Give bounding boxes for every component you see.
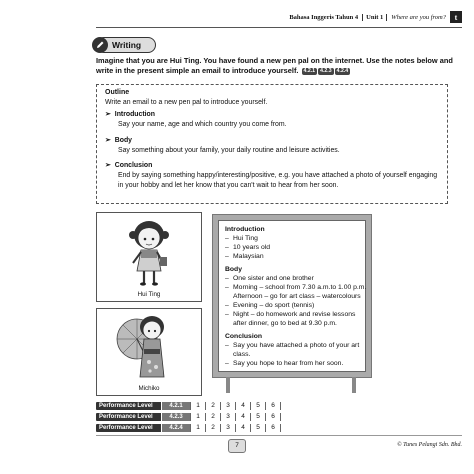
level-cell[interactable]: 1 <box>190 424 205 432</box>
notes-item: – Evening – do sport (tennis) <box>225 302 315 309</box>
notes-panel <box>218 220 366 372</box>
level-cell[interactable]: 4 <box>235 424 250 432</box>
level-cell[interactable]: 5 <box>250 413 265 421</box>
performance-label: Performance Level <box>96 402 161 410</box>
notes-item: – Say you hope to hear from her soon. <box>225 360 344 367</box>
notes-item: – Malaysian <box>225 253 264 260</box>
performance-row <box>96 412 281 421</box>
outline-section-text: Say your name, age and which country you come from. <box>118 121 287 128</box>
outline-heading: Outline <box>105 89 130 96</box>
section-tag <box>96 37 156 53</box>
character-caption: Michiko <box>138 385 160 392</box>
unit-topic: Where are you from? <box>391 13 446 21</box>
level-cell[interactable]: 5 <box>250 402 265 410</box>
footer-divider <box>96 435 462 436</box>
character-frame <box>96 212 202 302</box>
level-cell[interactable]: 2 <box>205 413 220 421</box>
level-cell[interactable]: 1 <box>190 413 205 421</box>
performance-label: Performance Level <box>96 413 161 421</box>
outline-section-title: ➢ Introduction <box>105 110 155 118</box>
arrow-icon: ➢ <box>105 111 111 118</box>
outline-section-title: ➢ Conclusion <box>105 161 153 169</box>
arrow-icon: ➢ <box>105 137 111 144</box>
performance-table <box>96 401 281 434</box>
level-cell[interactable]: 1 <box>190 402 205 410</box>
level-badge: 4.2.4 <box>336 68 349 75</box>
performance-code: 4.2.3 <box>162 413 190 421</box>
level-cell[interactable]: 4 <box>235 413 250 421</box>
notes-board <box>212 214 372 378</box>
notes-heading: Body <box>225 266 242 273</box>
outline-section-title: ➢ Body <box>105 136 133 144</box>
level-cell[interactable]: 2 <box>205 424 220 432</box>
page-number: 7 <box>228 439 246 453</box>
performance-row <box>96 401 281 410</box>
publisher-logo: t <box>450 11 462 23</box>
level-cell[interactable]: 6 <box>265 424 281 432</box>
notes-item: – One sister and one brother <box>225 275 314 282</box>
level-cell[interactable]: 4 <box>235 402 250 410</box>
level-cell[interactable]: 6 <box>265 413 281 421</box>
book-title: Bahasa Inggeris Tahun 4 <box>289 13 359 21</box>
notes-item: – Morning – school from 7.30 a.m.to 1.00 p.m. Afternoon – go for art class – watercolours <box>225 284 367 301</box>
notes-item: – Hui Ting <box>225 235 258 242</box>
header-divider <box>96 27 462 28</box>
level-badge: 4.2.3 <box>320 68 332 75</box>
instruction-text: Imagine that you are Hui Ting. You have found a new pen pal on the internet. Use the notes below and write in the present simple an email to introduce yourself. <box>96 56 453 76</box>
notes-item: – Night – do homework and revise lessons after dinner, go to bed at 9.30 p.m. <box>225 311 356 328</box>
outline-intro: Write an email to a new pen pal to introduce yourself. <box>105 99 268 106</box>
instruction <box>96 56 460 77</box>
performance-code: 4.2.4 <box>162 424 190 432</box>
performance-row <box>96 423 281 432</box>
character-caption: Hui Ting <box>137 291 161 298</box>
level-cell[interactable]: 3 <box>220 402 235 410</box>
notes-item: – 10 years old <box>225 244 271 251</box>
notes-heading: Introduction <box>225 226 265 233</box>
outline-section-text: Say something about your family, your daily routine and leisure activities. <box>118 147 340 154</box>
character-frame <box>96 308 202 396</box>
performance-code: 4.2.1 <box>162 402 190 410</box>
notes-item: – Say you have attached a photo of your art class. <box>225 342 360 359</box>
performance-label: Performance Level <box>96 424 161 432</box>
girl-in-kimono-illustration <box>97 309 201 383</box>
outline-section-text: End by saying something happy/interesting/positive, e.g. you have attached a photo of yourself engaging in your hobby and let her know that you can't wait to hear from her soon. <box>118 172 438 189</box>
copyright-footer: © Tunes Pelangi Sdn. Bhd. <box>397 442 462 448</box>
outline-box <box>96 84 448 204</box>
notes-heading: Conclusion <box>225 333 263 340</box>
section-tag-label: Writing <box>112 40 142 50</box>
level-badge: 4.2.1 <box>303 68 316 75</box>
board-leg <box>226 377 230 393</box>
level-cell[interactable]: 6 <box>265 402 281 410</box>
arrow-icon: ➢ <box>105 162 111 169</box>
girl-illustration <box>97 213 201 289</box>
level-cell[interactable]: 5 <box>250 424 265 432</box>
level-cell[interactable]: 3 <box>220 413 235 421</box>
unit-label: Unit 1 <box>362 14 387 21</box>
pencil-icon <box>92 37 108 53</box>
level-cell[interactable]: 2 <box>205 402 220 410</box>
page-header <box>289 11 462 23</box>
board-leg <box>352 377 356 393</box>
level-cell[interactable]: 3 <box>220 424 235 432</box>
